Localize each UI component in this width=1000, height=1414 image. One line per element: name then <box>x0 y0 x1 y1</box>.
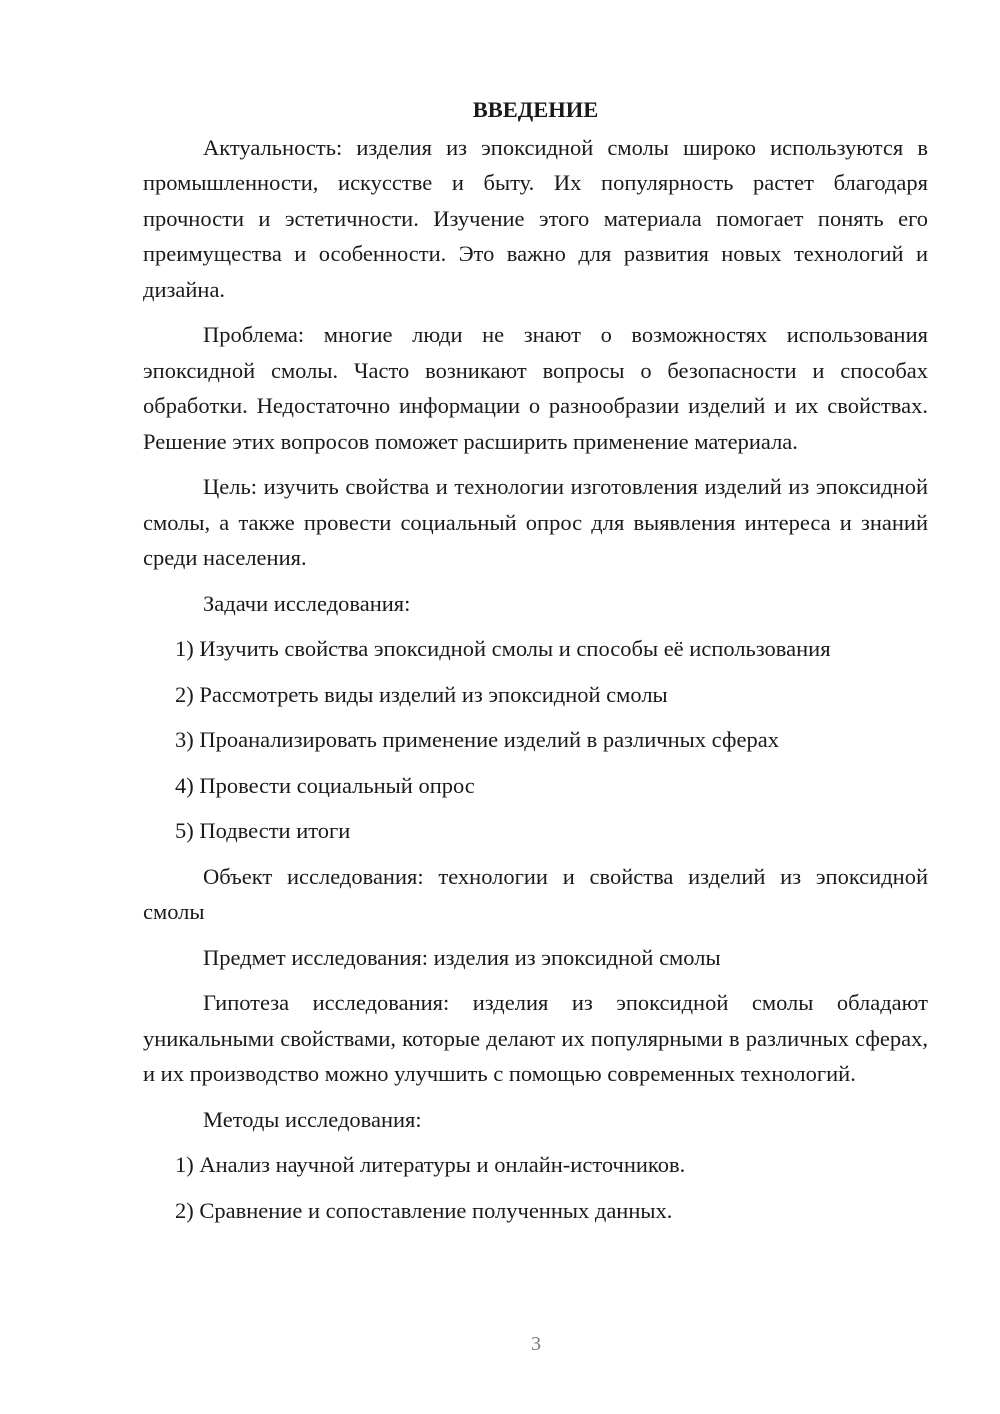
task-item: 5) Подвести итоги <box>175 818 351 843</box>
methods-title: Методы исследования: <box>203 1106 422 1132</box>
relevance-paragraph: Актуальность: изделия из эпоксидной смолы широко используются в промышленности, искусстве и быту. Их популярность растет благодаря прочности и эстетичности. Изучение этого материала помогает понять его преимущества и особенности. Это важно для развития новых технологий и дизайна. <box>143 134 928 302</box>
page-number: 3 <box>531 1333 541 1355</box>
page-content <box>143 92 928 1238</box>
method-item: 1) Анализ научной литературы и онлайн-источников. <box>175 1152 686 1177</box>
task-item: 3) Проанализировать применение изделий в различных сферах <box>175 727 779 752</box>
task-item: 2) Рассмотреть виды изделий из эпоксидной смолы <box>175 681 668 707</box>
tasks-title: Задачи исследования: <box>203 590 411 616</box>
page-title: ВВЕДЕНИЕ <box>472 97 599 122</box>
goal-paragraph: Цель: изучить свойства и технологии изготовления изделий из эпоксидной смолы, а также провести социальный опрос для выявления интереса и знаний среди населения. <box>143 474 928 570</box>
problem-paragraph: Проблема: многие люди не знают о возможностях использования эпоксидной смолы. Часто возникают вопросы о безопасности и способах обработки. Недостаточно информации о разнообразии изделий и их свойствах. Решение этих вопросов поможет расширить применение материала. <box>143 322 928 454</box>
task-item: 1) Изучить свойства эпоксидной смолы и способы её использования <box>175 636 831 661</box>
hypothesis-paragraph: Гипотеза исследования: изделия из эпоксидной смолы обладают уникальными свойствами, которые делают их популярными в различных сферах, и их производство можно улучшить с помощью современных технологий. <box>143 990 928 1086</box>
task-item: 4) Провести социальный опрос <box>175 772 475 798</box>
method-item: 2) Сравнение и сопоставление полученных данных. <box>175 1197 673 1223</box>
object-paragraph: Объект исследования: технологии и свойства изделий из эпоксидной смолы <box>143 863 928 924</box>
subject-paragraph: Предмет исследования: изделия из эпоксидной смолы <box>203 944 721 970</box>
